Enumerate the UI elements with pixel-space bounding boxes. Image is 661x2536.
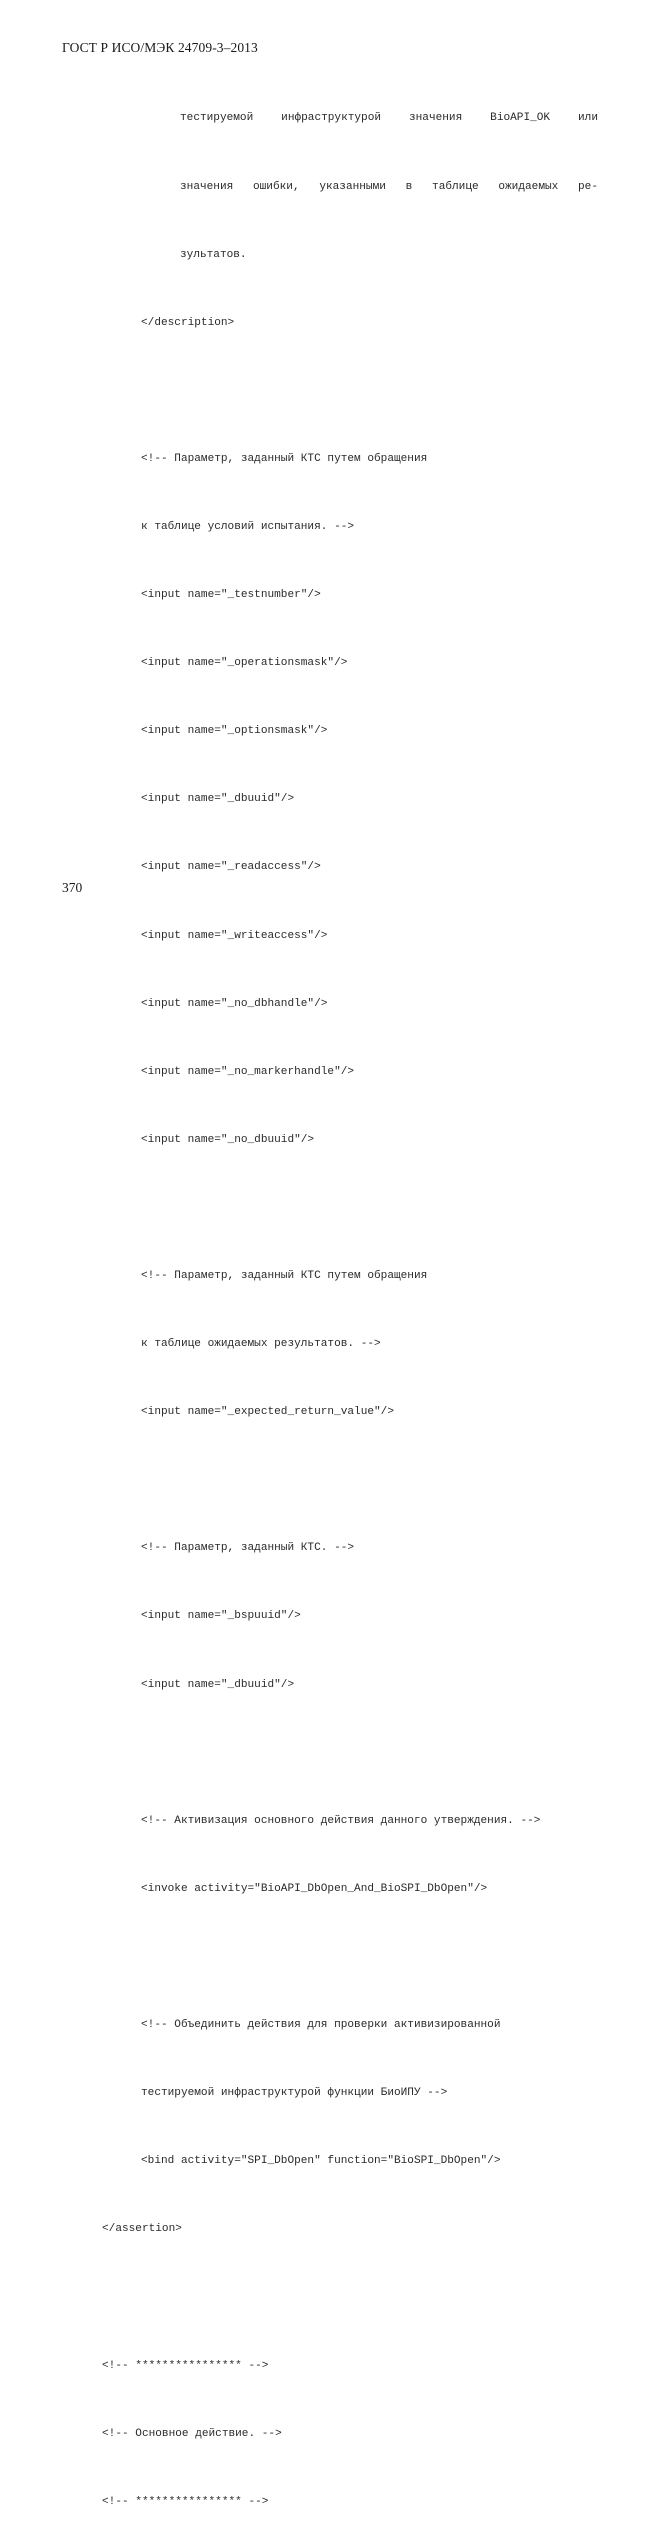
description-line-3: зультатов. xyxy=(180,248,247,261)
code-listing xyxy=(0,62,661,2536)
comment-combine-line-2: тестируемой инфраструктурой функции БиоИПУ --> xyxy=(141,2087,448,2100)
input-line: <input name="_operationsmask"/> xyxy=(141,657,348,670)
comment-test-conditions-line-2: к таблице условий испытания. --> xyxy=(141,520,355,533)
input-bspuuid: <input name="_bspuuid"/> xyxy=(141,1610,301,1623)
comment-test-conditions-line-1: <!-- Параметр, заданный КТС путем обращения xyxy=(141,452,428,465)
input-line: <input name="_no_dbhandle"/> xyxy=(141,997,328,1010)
input-line: <input name="_optionsmask"/> xyxy=(141,725,328,738)
input-dbuuid: <input name="_dbuuid"/> xyxy=(141,1678,295,1691)
comment-combine-line-1: <!-- Объединить действия для проверки активизированной xyxy=(141,2019,501,2032)
comment-activation: <!-- Активизация основного действия данного утверждения. --> xyxy=(141,1814,541,1827)
description-close-tag: </description> xyxy=(141,316,235,329)
stars-comment-2: <!-- **************** --> xyxy=(102,2495,269,2508)
page-number: 370 xyxy=(62,880,83,895)
document-header: ГОСТ Р ИСО/МЭК 24709-3–2013 xyxy=(62,40,258,55)
comment-expected-results-line-2: к таблице ожидаемых результатов. --> xyxy=(141,1338,381,1351)
comment-expected-results-line-1: <!-- Параметр, заданный КТС путем обращения xyxy=(141,1270,428,1282)
input-line: <input name="_writeaccess"/> xyxy=(141,929,328,942)
input-line: <input name="_testnumber"/> xyxy=(141,589,321,602)
input-line: <input name="_readaccess"/> xyxy=(141,861,321,874)
main-action-comment: <!-- Основное действие. --> xyxy=(102,2427,282,2440)
input-line: <input name="_no_markerhandle"/> xyxy=(141,1065,355,1078)
input-expected-return-value: <input name="_expected_return_value"/> xyxy=(141,1406,394,1419)
stars-comment-1: <!-- **************** --> xyxy=(102,2359,269,2372)
description-line-2: значения ошибки, указанными в таблице ожидаемых ре- xyxy=(180,180,598,193)
assertion-close-tag: </assertion> xyxy=(102,2223,182,2236)
input-line: <input name="_no_dbuuid"/> xyxy=(141,1133,315,1146)
comment-kts-parameter: <!-- Параметр, заданный КТС. --> xyxy=(141,1542,355,1555)
input-line: <input name="_dbuuid"/> xyxy=(141,793,295,806)
description-line-1: тестируемой инфраструктурой значения BioAPI_OK или xyxy=(180,112,598,125)
bind-line: <bind activity="SPI_DbOpen" function="BioSPI_DbOpen"/> xyxy=(141,2155,501,2168)
invoke-line: <invoke activity="BioAPI_DbOpen_And_BioSPI_DbOpen"/> xyxy=(141,1882,488,1895)
